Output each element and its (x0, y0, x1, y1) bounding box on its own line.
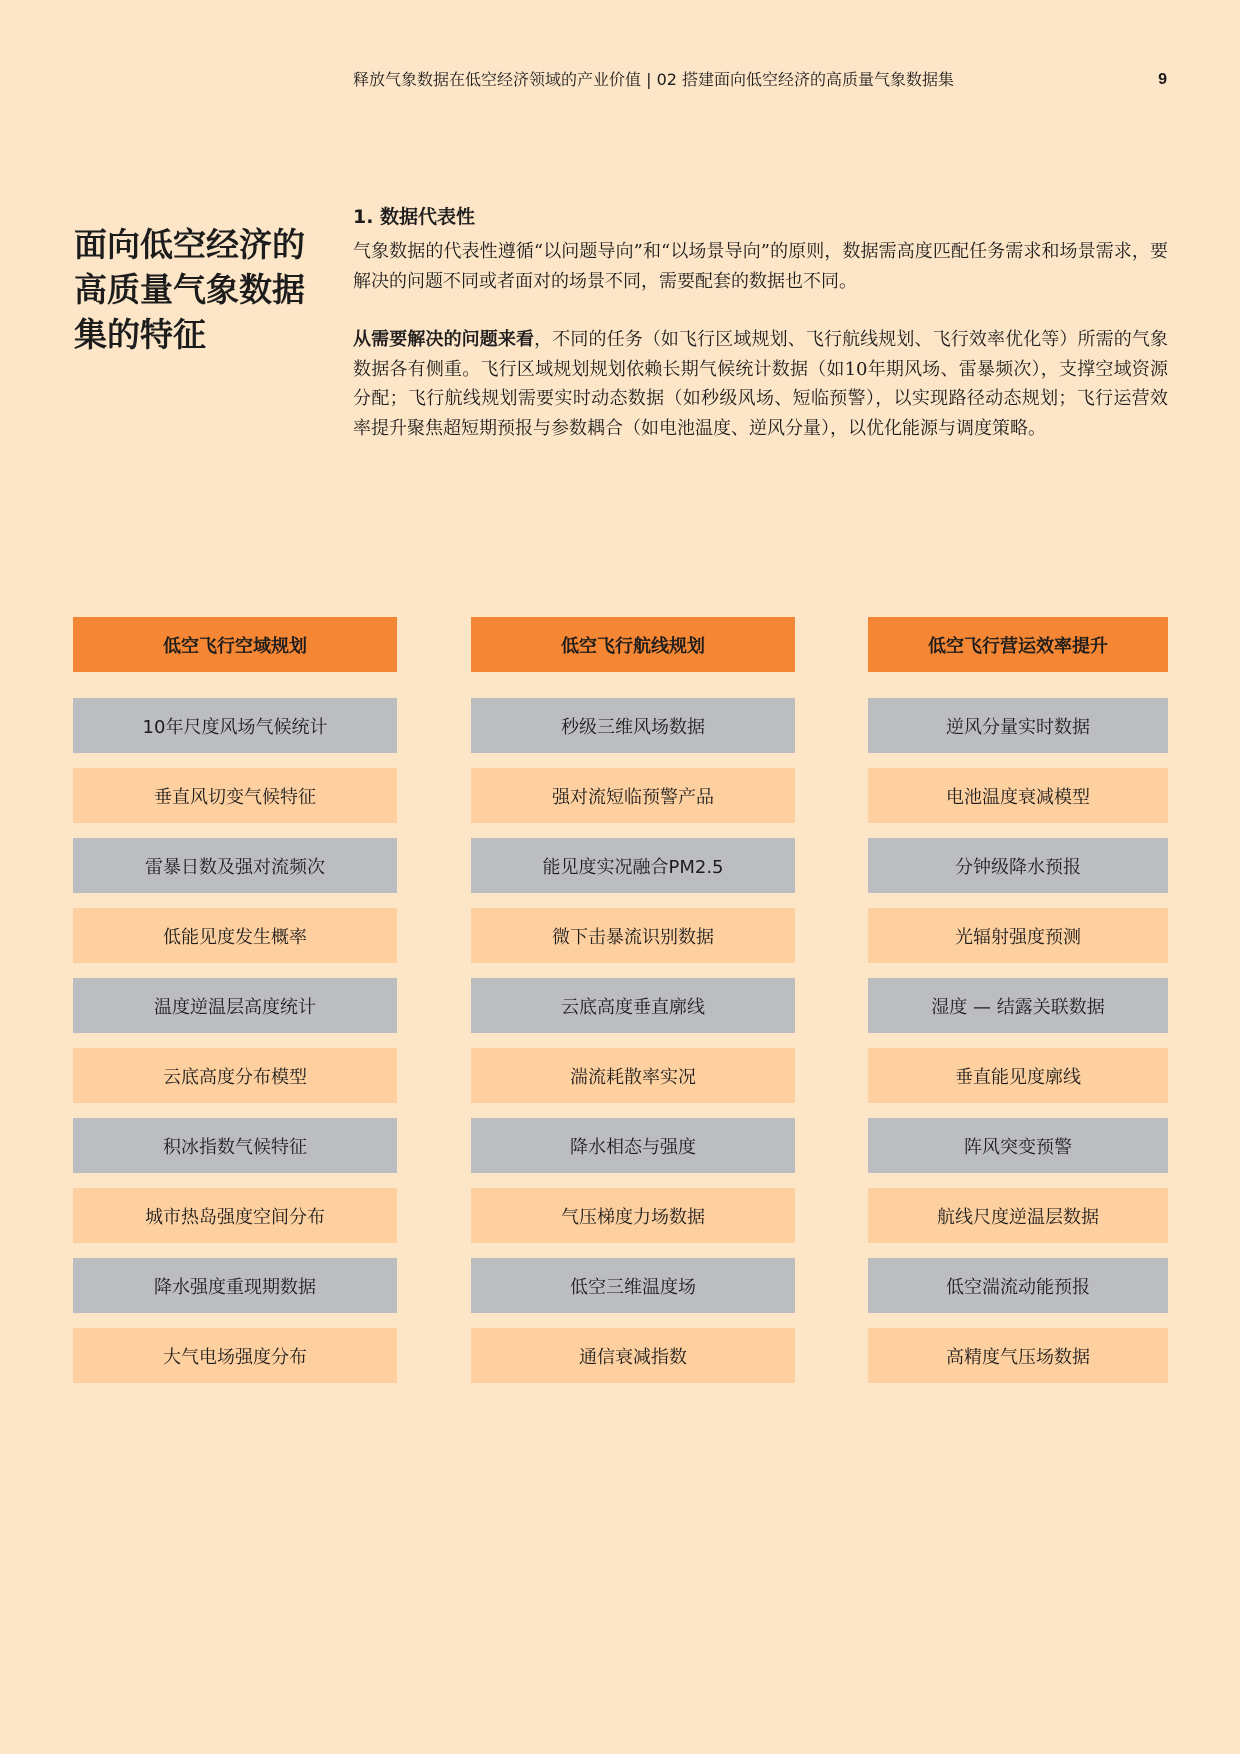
table-cell: 积冰指数气候特征 (73, 1118, 397, 1173)
table-cell: 气压梯度力场数据 (471, 1188, 795, 1243)
page-number: 9 (1158, 71, 1167, 88)
table-cell: 垂直能见度廓线 (868, 1048, 1168, 1103)
table-cell: 能见度实况融合PM2.5 (471, 838, 795, 893)
column-header: 低空飞行营运效率提升 (868, 617, 1168, 672)
table-cell: 通信衰减指数 (471, 1328, 795, 1383)
table-cell: 湍流耗散率实况 (471, 1048, 795, 1103)
table-cell: 高精度气压场数据 (868, 1328, 1168, 1383)
table-cell: 降水强度重现期数据 (73, 1258, 397, 1313)
table-cell: 10年尺度风场气候统计 (73, 698, 397, 753)
table-cell: 阵风突变预警 (868, 1118, 1168, 1173)
table-cell: 强对流短临预警产品 (471, 768, 795, 823)
table-cell: 降水相态与强度 (471, 1118, 795, 1173)
table-cell: 低空三维温度场 (471, 1258, 795, 1313)
table-cell: 温度逆温层高度统计 (73, 978, 397, 1033)
table-column-airspace-planning (73, 617, 397, 1398)
table-cell: 云底高度垂直廓线 (471, 978, 795, 1033)
table-cell: 湿度 — 结露关联数据 (868, 978, 1168, 1033)
paragraph-2-text: ，不同的任务（如飞行区域规划、飞行航线规划、飞行效率优化等）所需的气象数据各有侧重。飞行区域规划规划依赖长期气候统计数据（如10年期风场、雷暴频次），支撑空域资源分配；飞行航线规划需要实时动态数据（如秒级风场、短临预警），以实现路径动态规划；飞行运营效率提升聚焦超短期预报与参数耦合（如电池温度、逆风分量），以优化能源与调度策略。 (353, 329, 1169, 439)
paragraph-1: 气象数据的代表性遵循“以问题导向”和“以场景导向”的原则，数据需高度匹配任务需求和场景需求，要解决的问题不同或者面对的场景不同，需要配套的数据也不同。 (353, 241, 1168, 292)
paragraph-2-lead: 从需要解决的问题来看 (353, 329, 535, 350)
table-column-route-planning (471, 617, 795, 1398)
table-cell: 垂直风切变气候特征 (73, 768, 397, 823)
column-header: 低空飞行空域规划 (73, 617, 397, 672)
table-cell: 云底高度分布模型 (73, 1048, 397, 1103)
subheading: 1. 数据代表性 (353, 206, 476, 228)
running-header: 释放气象数据在低空经济领域的产业价值 | 02 搭建面向低空经济的高质量气象数据集 (353, 70, 955, 89)
table-cell: 电池温度衰减模型 (868, 768, 1168, 823)
table-cell: 大气电场强度分布 (73, 1328, 397, 1383)
body-text-column (353, 203, 1168, 443)
table-cell: 光辐射强度预测 (868, 908, 1168, 963)
table-cell: 分钟级降水预报 (868, 838, 1168, 893)
table-column-operation-efficiency (868, 617, 1168, 1398)
paragraph-2 (353, 325, 1168, 443)
section-title: 面向低空经济的高质量气象数据集的特征 (74, 225, 305, 355)
column-header: 低空飞行航线规划 (471, 617, 795, 672)
table-cell: 航线尺度逆温层数据 (868, 1188, 1168, 1243)
table-cell: 低能见度发生概率 (73, 908, 397, 963)
table-cell: 秒级三维风场数据 (471, 698, 795, 753)
table-cell: 逆风分量实时数据 (868, 698, 1168, 753)
table-cell: 城市热岛强度空间分布 (73, 1188, 397, 1243)
table-cell: 低空湍流动能预报 (868, 1258, 1168, 1313)
table-cell: 微下击暴流识别数据 (471, 908, 795, 963)
table-cell: 雷暴日数及强对流频次 (73, 838, 397, 893)
